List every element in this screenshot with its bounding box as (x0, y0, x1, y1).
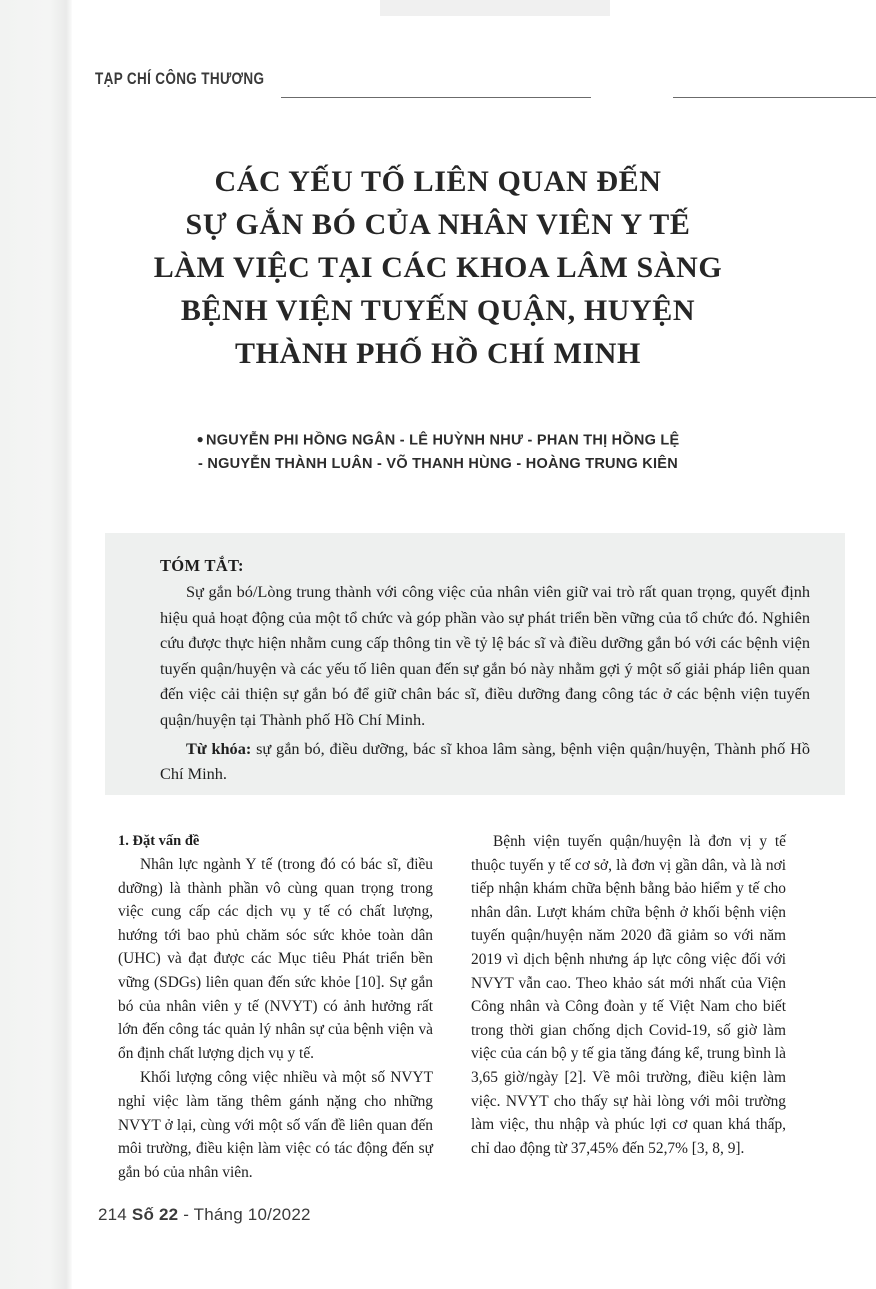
issue-number: Số 22 (131, 1205, 179, 1224)
paragraph: Khối lượng công việc nhiều và một số NVYT nghỉ việc làm tăng thêm gánh nặng cho những NVYT ở lại, cùng với một số vấn đề liên quan đến môi trường, điều kiện làm việc có tác động đến sự gắn bó của nhân viên. (118, 1069, 433, 1181)
body-columns (118, 830, 786, 1181)
header-rule-right (673, 97, 876, 98)
bullet-icon: ● (196, 432, 205, 446)
abstract-text: Sự gắn bó/Lòng trung thành với công việc của nhân viên giữ vai trò rất quan trọng, quyết định hiệu quả hoạt động của một tổ chức và góp phần vào sự phát triển bền vững của tổ chức đó. Nghiên cứu được thực hiện nhằm cung cấp thông tin về tỷ lệ bác sĩ và điều dưỡng gắn bó với các bệnh viện tuyến quận/huyện và các yếu tố liên quan đến sự gắn bó này nhằm gợi ý một số giải pháp liên quan đến việc cải thiện sự gắn bó để giữ chân bác sĩ, điều dưỡng đang công tác ở các bệnh viện tuyến quận/huyện tại Thành phố Hồ Chí Minh. (160, 582, 810, 729)
abstract-box (105, 533, 845, 795)
article-title-line-1: CÁC YẾU TỐ LIÊN QUAN ĐẾN (214, 165, 662, 198)
header-rule-left (281, 97, 591, 98)
keywords-label: Từ khóa: (186, 738, 252, 758)
issue-date: - Tháng 10/2022 (178, 1205, 311, 1224)
journal-name: TẠP CHÍ CÔNG THƯƠNG (95, 70, 265, 88)
page-number: 214 (98, 1205, 127, 1224)
article-title (88, 160, 788, 375)
scan-top-smudge (380, 0, 610, 16)
author-list (88, 428, 788, 476)
running-head (95, 70, 781, 106)
paragraph: Nhân lực ngành Y tế (trong đó có bác sĩ, điều dưỡng) là thành phần vô cùng quan trọng trong việc cung cấp các dịch vụ y tế có chất lượng, hướng tới bao phủ chăm sóc sức khỏe toàn dân (UHC) và đạt được các Mục tiêu Phát triển bền vững (SDGs) liên quan đến sức khỏe [10]. Sự gắn bó của nhân viên y tế (NVYT) có ảnh hưởng rất lớn đến công tác quản lý nhân sự của bệnh viện và ổn định chất lượng dịch vụ y tế. (118, 856, 433, 1062)
author-line-2: - NGUYỄN THÀNH LUÂN - VÕ THANH HÙNG - HOÀNG TRUNG KIÊN (198, 455, 678, 472)
article-title-line-4: BỆNH VIỆN TUYẾN QUẬN, HUYỆN (180, 294, 696, 327)
article-title-line-2: SỰ GẮN BÓ CỦA NHÂN VIÊN Y TẾ (185, 208, 691, 241)
column-left (118, 830, 433, 1181)
paragraph: Bệnh viện tuyến quận/huyện là đơn vị y tế thuộc tuyến y tế cơ sở, là đơn vị gần dân, và là nơi tiếp nhận khám chữa bệnh bằng bảo hiểm y tế cho nhân dân. Lượt khám chữa bệnh ở khối bệnh viện tuyến quận/huyện năm 2020 đã giảm so với năm 2019 vì dịch bệnh nhưng áp lực công việc đối với NVYT vẫn cao. Theo khảo sát mới nhất của Viện Công nhân và Công đoàn y tế Việt Nam cho biết trong thời gian chống dịch Covid-19, số giờ làm việc của cán bộ y tế gia tăng đáng kể, trung bình là 3,65 giờ/ngày [2]. Về môi trường, điều kiện làm việc. NVYT cho thấy sự hài lòng với môi trường làm việc, thu nhập và phúc lợi cơ quan khá thấp, chỉ dao động từ 37,45% đến 52,7% [3, 8, 9]. (471, 833, 786, 1157)
abstract-content (160, 556, 810, 787)
article-title-line-5: THÀNH PHỐ HỒ CHÍ MINH (235, 337, 641, 370)
article-title-line-3: LÀM VIỆC TẠI CÁC KHOA LÂM SÀNG (153, 251, 723, 284)
column-right (471, 830, 786, 1170)
keywords (160, 736, 810, 787)
author-line-1 (88, 428, 788, 453)
scan-gutter-shadow (0, 0, 72, 1289)
page-footer (98, 1205, 311, 1225)
keywords-text: sự gắn bó, điều dưỡng, bác sĩ khoa lâm sàng, bệnh viện quận/huyện, Thành phố Hồ Chí Minh. (160, 738, 810, 784)
abstract-label: TÓM TẮT: (160, 556, 244, 575)
section-heading-1: 1. Đặt vấn đề (118, 833, 200, 849)
author-line-1-text: NGUYỄN PHI HỒNG NGÂN - LÊ HUỲNH NHƯ - PHAN THỊ HỒNG LỆ (206, 432, 680, 449)
